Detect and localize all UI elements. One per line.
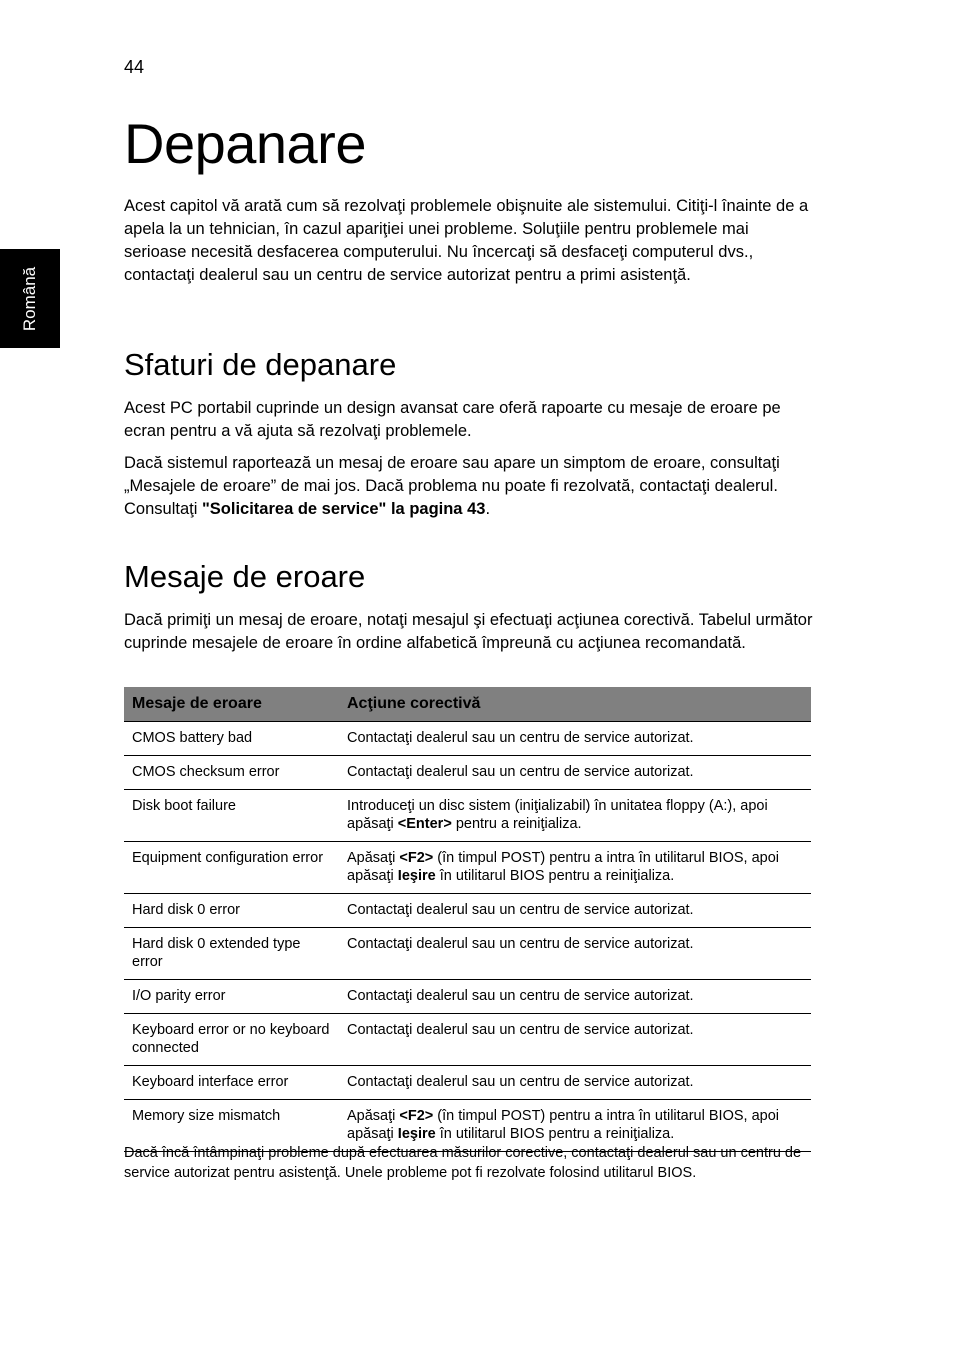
error-message-cell: Equipment configuration error — [124, 842, 339, 894]
error-message-cell: Memory size mismatch — [124, 1100, 339, 1152]
service-reference-link[interactable]: "Solicitarea de service" la pagina 43 — [201, 500, 486, 518]
action-text: Apăsaţi — [347, 850, 400, 866]
action-key-text: Ieşire — [397, 868, 436, 884]
action-text: Contactaţi dealerul sau un centru de service autorizat. — [347, 902, 694, 918]
corrective-action-cell — [339, 1014, 811, 1066]
column-header-action: Acţiune corectivă — [339, 687, 811, 722]
action-text: Introduceţi un disc sistem (iniţializabil) în unitatea floppy (A:), apoi apăsaţi — [347, 798, 768, 832]
table-row — [124, 756, 811, 790]
corrective-action-cell — [339, 790, 811, 842]
action-text: în utilitarul BIOS pentru a reiniţializa. — [435, 868, 675, 884]
corrective-action-cell — [339, 756, 811, 790]
table-header-row — [124, 687, 811, 722]
action-text: pentru a reiniţializa. — [451, 816, 582, 832]
corrective-action-cell — [339, 842, 811, 894]
column-header-message: Mesaje de eroare — [124, 687, 339, 722]
table-row — [124, 1066, 811, 1100]
errors-heading: Mesaje de eroare — [124, 559, 366, 594]
error-message-cell: Keyboard error or no keyboard connected — [124, 1014, 339, 1066]
table-row — [124, 894, 811, 928]
action-key-text: <F2> — [399, 850, 434, 866]
tips-paragraph-2 — [124, 452, 814, 521]
tips-paragraph-1: Acest PC portabil cuprinde un design avansat care oferă rapoarte cu mesaje de eroare pe ecran pentru a vă ajuta să rezolvaţi problemele. — [124, 399, 781, 440]
footnote: Dacă încă întâmpinaţi probleme după efectuarea măsurilor corective, contactaţi dealerul sau un centru de service autorizat pentru asistenţă. Unele probleme pot fi rezolvate folosind utilitarul BIOS. — [124, 1145, 802, 1181]
tips-heading: Sfaturi de depanare — [124, 347, 397, 382]
page-number: 44 — [124, 57, 145, 77]
table-body — [124, 722, 811, 1152]
error-message-cell: Keyboard interface error — [124, 1066, 339, 1100]
action-text: Contactaţi dealerul sau un centru de service autorizat. — [347, 1074, 694, 1090]
error-message-cell: I/O parity error — [124, 980, 339, 1014]
action-key-text: <Enter> — [397, 816, 452, 832]
error-message-cell: CMOS checksum error — [124, 756, 339, 790]
table-row — [124, 722, 811, 756]
action-text: (în timpul POST) pentru a intra în utilitarul BIOS, apoi apăsaţi — [347, 1108, 779, 1142]
tips-paragraph-2-text: Dacă sistemul raportează un mesaj de eroare sau apare un simptom de eroare, consultaţi „Mesajele de eroare” de mai jos. Dacă problema nu poate fi rezolvată, contactaţi dealerul. Consultaţi — [124, 454, 780, 518]
corrective-action-cell — [339, 980, 811, 1014]
table-row — [124, 980, 811, 1014]
table-row — [124, 790, 811, 842]
intro-paragraph: Acest capitol vă arată cum să rezolvaţi problemele obişnuite ale sistemului. Citiţi-l înainte de a apela la un tehnician, în cazul apariţiei unei probleme. Soluţiile pentru problemele mai serioase necesită desfacerea computerului. Nu încercaţi să desfaceţi computerul dvs., contactaţi dealerul sau un centru de service autorizat pentru a primi asistenţă. — [124, 197, 809, 284]
action-key-text: <F2> — [399, 1108, 434, 1124]
errors-intro-paragraph: Dacă primiţi un mesaj de eroare, notaţi mesajul şi efectuaţi acţiunea corectivă. Tabelul următor cuprinde mesajele de eroare în ordine alfabetică împreună cu acţiunea recomandată. — [124, 611, 813, 652]
error-message-cell: CMOS battery bad — [124, 722, 339, 756]
action-text: în utilitarul BIOS pentru a reiniţializa. — [435, 1126, 675, 1142]
table-row — [124, 928, 811, 980]
table-row — [124, 842, 811, 894]
corrective-action-cell — [339, 928, 811, 980]
corrective-action-cell — [339, 1066, 811, 1100]
tips-paragraph-2-end: . — [485, 500, 491, 518]
error-message-cell: Disk boot failure — [124, 790, 339, 842]
action-text: Contactaţi dealerul sau un centru de service autorizat. — [347, 764, 694, 780]
action-text: Contactaţi dealerul sau un centru de service autorizat. — [347, 730, 694, 746]
corrective-action-cell — [339, 894, 811, 928]
error-messages-table — [124, 687, 811, 1152]
error-message-cell: Hard disk 0 error — [124, 894, 339, 928]
action-text: (în timpul POST) pentru a intra în utilitarul BIOS, apoi apăsaţi — [347, 850, 779, 884]
page-title: Depanare — [124, 112, 366, 175]
action-text: Contactaţi dealerul sau un centru de service autorizat. — [347, 988, 694, 1004]
table-row — [124, 1014, 811, 1066]
action-key-text: Ieşire — [397, 1126, 436, 1142]
language-tab — [0, 249, 60, 348]
language-tab-label: Română — [20, 266, 39, 331]
action-text: Contactaţi dealerul sau un centru de service autorizat. — [347, 936, 694, 952]
corrective-action-cell — [339, 722, 811, 756]
action-text: Apăsaţi — [347, 1108, 400, 1124]
error-message-cell: Hard disk 0 extended type error — [124, 928, 339, 980]
action-text: Contactaţi dealerul sau un centru de service autorizat. — [347, 1022, 694, 1038]
